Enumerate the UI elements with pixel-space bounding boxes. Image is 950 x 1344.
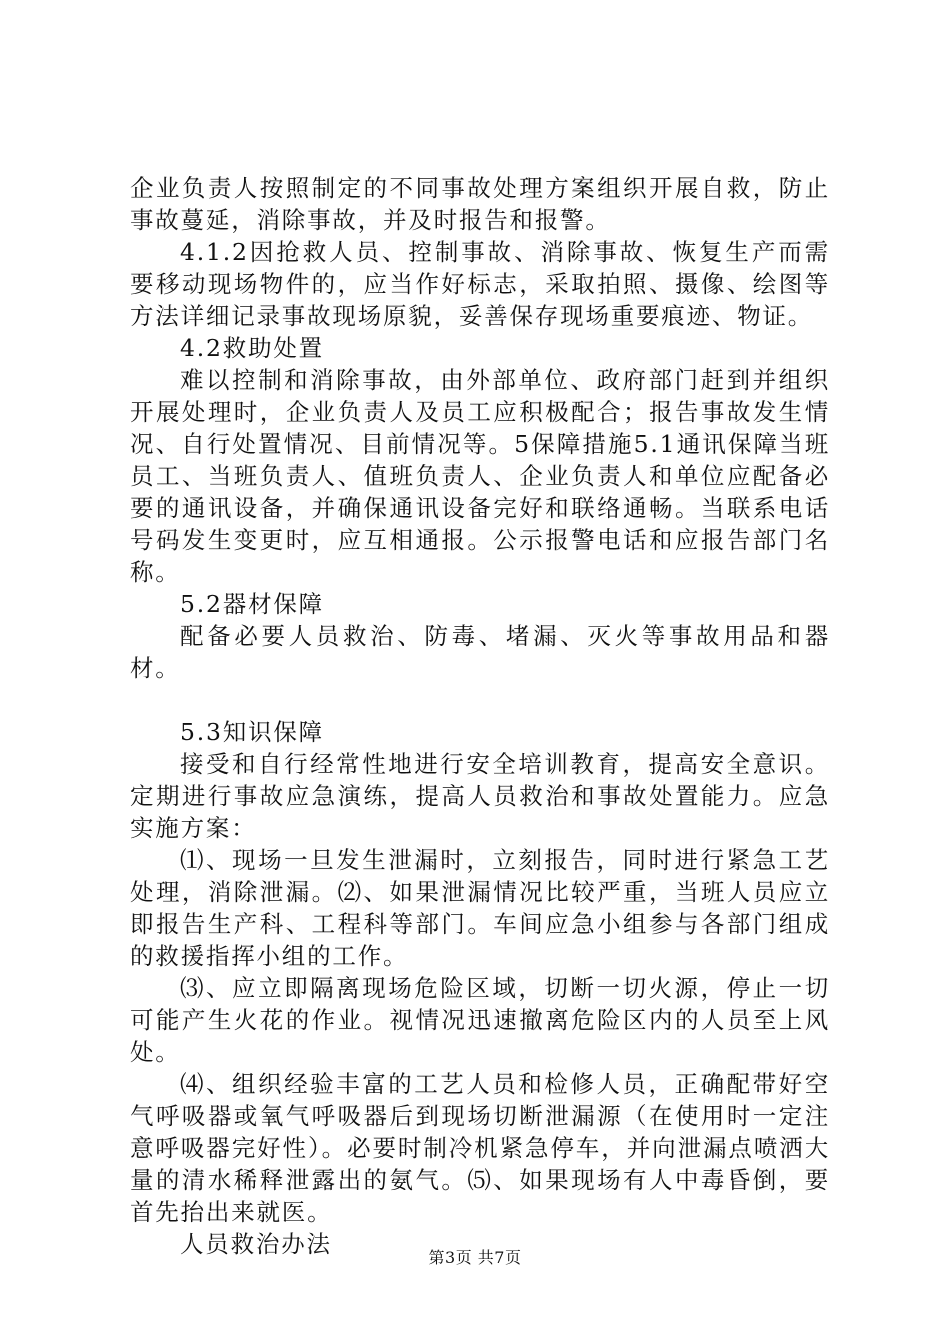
paragraph-step-4-5: ⑷、组织经验丰富的工艺人员和检修人员，正确配带好空气呼吸器或氧气呼吸器后到现场切断泄漏源（在使用时一定注意呼吸器完好性）。必要时制冷机紧急停车，并向泄漏点喷洒大量的清水稀释泄露出的氨气。⑸、如果现场有人中毒昏倒，要首先抬出来就医。 [130,1070,830,1226]
paragraph-step-3: ⑶、应立即隔离现场危险区域，切断一切火源，停止一切可能产生火花的作业。视情况迅速撤离危险区内的人员至上风处。 [130,974,830,1066]
heading-4-2: 4.2救助处置 [180,334,324,362]
page-footer: 第3页 共7页 [428,1248,522,1267]
paragraph-equipment: 配备必要人员救治、防毒、堵漏、灭火等事故用品和器材。 [130,622,830,682]
paragraph-step-1-2: ⑴、现场一旦发生泄漏时，立刻报告，同时进行紧急工艺处理，消除泄漏。⑵、如果泄漏情况比较严重，当班人员应立即报告生产科、工程科等部门。车间应急小组参与各部门组成的救援指挥小组的工作。 [130,846,830,970]
heading-5-3: 5.3知识保障 [180,718,324,746]
document-body [130,172,830,1260]
paragraph-self-rescue: 企业负责人按照制定的不同事故处理方案组织开展自救，防止事故蔓延，消除事故，并及时报告和报警。 [130,174,830,234]
paragraph-4-1-2: 4.1.2因抢救人员、控制事故、消除事故、恢复生产而需要移动现场物件的，应当作好标志，采取拍照、摄像、绘图等方法详细记录事故现场原貌，妥善保存现场重要痕迹、物证。 [130,238,830,330]
heading-treatment: 人员救治办法 [180,1230,332,1258]
paragraph-training: 接受和自行经常性地进行安全培训教育，提高安全意识。定期进行事故应急演练，提高人员救治和事故处置能力。应急实施方案： [130,750,830,842]
heading-5-2: 5.2器材保障 [180,590,324,618]
blank-line [130,684,830,716]
paragraph-rescue-handling: 难以控制和消除事故，由外部单位、政府部门赶到并组织开展处理时，企业负责人及员工应积极配合；报告事故发生情况、自行处置情况、目前情况等。5保障措施5.1通讯保障当班员工、当班负责人、值班负责人、企业负责人和单位应配备必要的通讯设备，并确保通讯设备完好和联络通畅。当联系电话号码发生变更时，应互相通报。公示报警电话和应报告部门名称。 [130,366,830,586]
